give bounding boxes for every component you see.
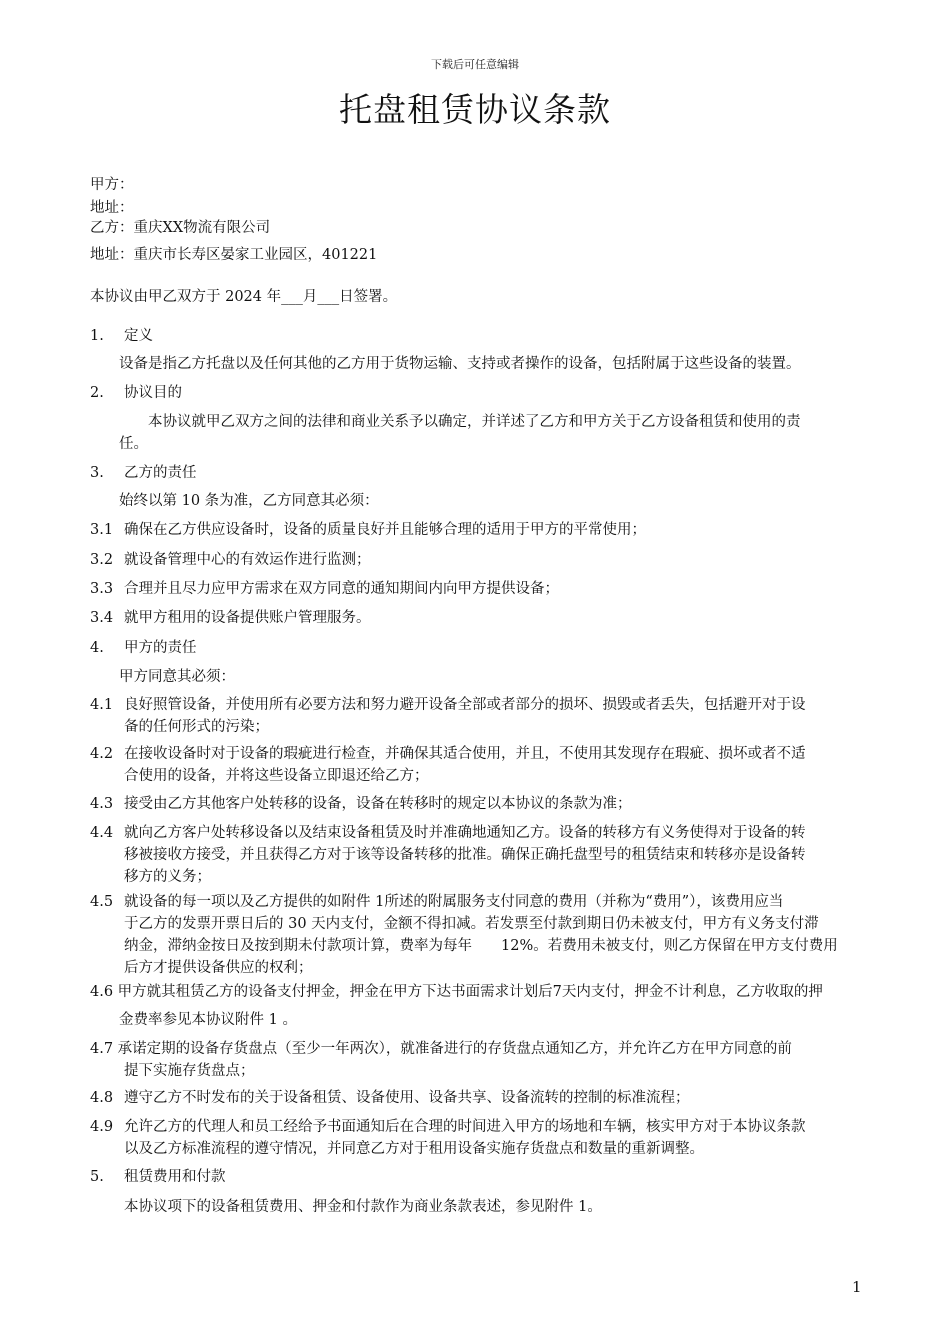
item-3-1-text: 确保在乙方供应设备时，设备的质量良好并且能够合理的适用于甲方的平常使用；	[124, 522, 646, 538]
section-3-intro: 始终以第 10 条为准，乙方同意其必须：	[119, 493, 379, 509]
item-4-4-line-1: 就向乙方客户处转移设备以及结束设备租赁及时并准确地通知乙方。设备的转移方有义务使得对于设备的转	[124, 825, 806, 841]
item-3-4-number: 3.4	[90, 610, 114, 626]
item-4-8-text: 遵守乙方不时发布的关于设备租赁、设备使用、设备共享、设备流转的控制的标准流程；	[124, 1090, 690, 1106]
item-3-1-number: 3.1	[90, 522, 114, 538]
header-note: 下载后可任意编辑	[431, 58, 519, 71]
section-2-text-line-2: 任。	[119, 436, 148, 452]
section-2-title: 协议目的	[124, 385, 182, 401]
item-4-4-text	[124, 822, 806, 888]
section-5-title: 租赁费用和付款	[124, 1169, 226, 1185]
item-4-5-line-3: 纳金，滞纳金按日及按到期未付款项计算，费率为每年 12%。若费用未被支付，则乙方保留在甲方支付费用	[124, 938, 838, 954]
item-4-5-line-2: 于乙方的发票开票日后的 30 天内支付，金额不得扣减。若发票至付款到期日仍未被支付，甲方有义务支付滞	[124, 916, 819, 932]
item-4-1-line-2: 备的任何形式的污染；	[124, 719, 269, 735]
section-2-text-line-1: 本协议就甲乙双方之间的法律和商业关系予以确定，并详述了乙方和甲方关于乙方设备租赁和使用的责	[148, 414, 801, 430]
item-3-2-number: 3.2	[90, 552, 114, 568]
section-1-title: 定义	[124, 328, 153, 344]
party-a-line: 甲方：	[90, 177, 134, 193]
address-a-line: 地址：	[90, 200, 134, 216]
item-3-4-text: 就甲方租用的设备提供账户管理服务。	[124, 610, 371, 626]
page-number: 1	[852, 1278, 862, 1296]
section-1-number: 1.	[90, 328, 104, 344]
section-4-title: 甲方的责任	[124, 640, 197, 656]
document-title: 托盘租赁协议条款	[339, 90, 611, 129]
item-4-7-line-1: 4.7 承诺定期的设备存货盘点（至少一年两次），就准备进行的存货盘点通知乙方，并允许乙方在甲方同意的前	[90, 1041, 792, 1057]
section-5-text: 本协议项下的设备租赁费用、押金和付款作为商业条款表述，参见附件 1。	[124, 1199, 602, 1215]
address-b-line: 地址：重庆市长寿区晏家工业园区，401221	[90, 247, 378, 263]
item-4-6-line-1: 4.6 甲方就其租赁乙方的设备支付押金，押金在甲方下达书面需求计划后7天内支付，押金不计利息，乙方收取的押	[90, 984, 823, 1000]
item-3-3-text: 合理并且尽力应甲方需求在双方同意的通知期间内向甲方提供设备；	[124, 581, 559, 597]
section-4-intro: 甲方同意其必须：	[119, 669, 235, 685]
item-4-1-line-1: 良好照管设备，并使用所有必要方法和努力避开设备全部或者部分的损坏、损毁或者丢失，包括避开对于设	[124, 697, 806, 713]
item-4-2-number: 4.2	[90, 746, 114, 762]
item-4-8-number: 4.8	[90, 1090, 114, 1106]
section-2-number: 2.	[90, 385, 104, 401]
item-4-1-number: 4.1	[90, 697, 114, 713]
party-b-line: 乙方：重庆XX物流有限公司	[90, 220, 271, 236]
item-4-9-line-1: 允许乙方的代理人和员工经给予书面通知后在合理的时间进入甲方的场地和车辆，核实甲方对于本协议条款	[124, 1119, 806, 1135]
item-4-1-text	[124, 694, 806, 738]
item-4-2-text	[124, 743, 806, 787]
item-4-3-number: 4.3	[90, 796, 114, 812]
item-4-5-line-4: 后方才提供设备供应的权利；	[124, 960, 313, 976]
item-4-4-number: 4.4	[90, 825, 114, 841]
item-4-9-number: 4.9	[90, 1119, 114, 1135]
section-1-text: 设备是指乙方托盘以及任何其他的乙方用于货物运输、支持或者操作的设备，包括附属于这些设备的装置。	[119, 356, 801, 372]
section-4-number: 4.	[90, 640, 104, 656]
section-5-number: 5.	[90, 1169, 104, 1185]
item-4-5-line-1: 就设备的每一项以及乙方提供的如附件 1所述的附属服务支付同意的费用（并称为“费用”），该费用应当	[124, 894, 784, 910]
item-4-2-line-2: 合使用的设备，并将这些设备立即退还给乙方；	[124, 768, 429, 784]
item-4-2-line-1: 在接收设备时对于设备的瑕疵进行检查，并确保其适合使用，并且，不使用其发现存在瑕疵、损坏或者不适	[124, 746, 806, 762]
section-3-number: 3.	[90, 465, 104, 481]
item-4-3-text: 接受由乙方其他客户处转移的设备，设备在转移时的规定以本协议的条款为准；	[124, 796, 632, 812]
item-3-3-number: 3.3	[90, 581, 114, 597]
item-4-9-text	[124, 1116, 806, 1160]
item-4-4-line-2: 移被接收方接受，并且获得乙方对于该等设备转移的批准。确保正确托盘型号的租赁结束和转移亦是设备转	[124, 847, 806, 863]
item-4-5-number: 4.5	[90, 894, 114, 910]
item-4-7-line-2: 提下实施存货盘点；	[124, 1063, 255, 1079]
item-4-6-line-2: 金费率参见本协议附件 1 。	[119, 1012, 297, 1028]
item-3-2-text: 就设备管理中心的有效运作进行监测；	[124, 552, 371, 568]
item-4-4-line-3: 移方的义务；	[124, 869, 211, 885]
section-3-title: 乙方的责任	[124, 465, 197, 481]
item-4-5-text	[124, 891, 838, 979]
item-4-9-line-2: 以及乙方标准流程的遵守情况，并同意乙方对于租用设备实施存货盘点和数量的重新调整。	[124, 1141, 704, 1157]
signing-line: 本协议由甲乙双方于 2024 年___月___日签署。	[90, 289, 398, 305]
